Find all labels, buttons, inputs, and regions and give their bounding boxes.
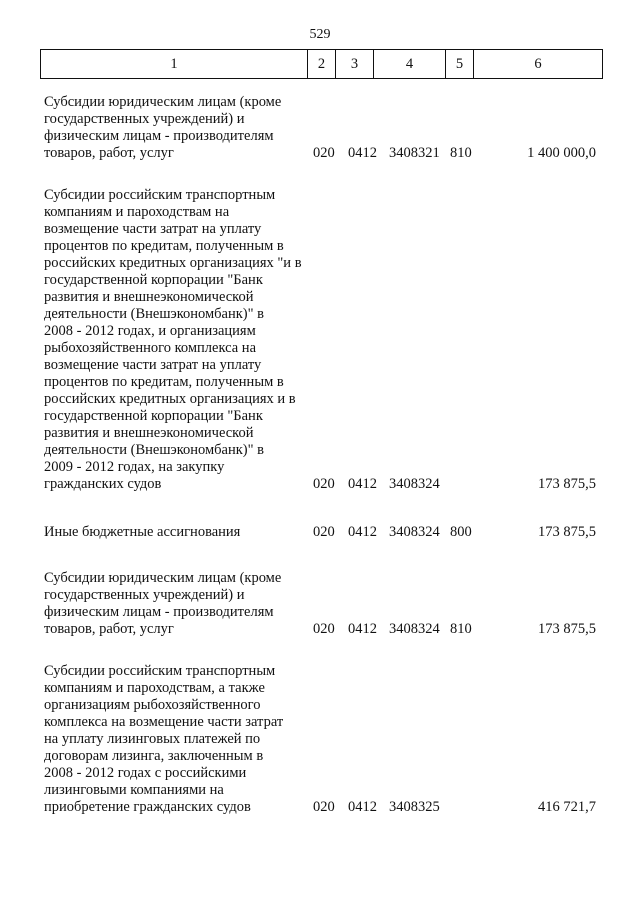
section-code: 0412 xyxy=(348,799,377,815)
row-codes xyxy=(0,145,640,162)
row-description: Субсидии юридическим лицам (кроме государственных учреждений) и физическим лицам - производителям товаров, работ, услуг xyxy=(44,570,282,637)
row-codes xyxy=(0,799,640,816)
section-code: 0412 xyxy=(348,476,377,492)
ministry-code: 020 xyxy=(313,145,335,161)
amount: 1 400 000,0 xyxy=(527,145,596,161)
target-code: 3408324 xyxy=(389,621,440,637)
column-header-6: 6 xyxy=(474,50,603,79)
page-number: 529 xyxy=(309,27,331,42)
section-code: 0412 xyxy=(348,524,377,540)
row-codes xyxy=(0,524,640,541)
ministry-code: 020 xyxy=(313,524,335,540)
amount: 416 721,7 xyxy=(538,799,596,815)
ministry-code: 020 xyxy=(313,621,335,637)
row-description: Субсидии российским транспортным компаниям и пароходствам на возмещение части затрат на уплату процентов по кредитам, полученным в российских кредитных организациях "и в государственной корпорации "Банк развития и внешнеэкономической деятельности (Внешэкономбанк)" в 2008 - 2012 годах, и организациям рыбохозяйственного комплекса на возмещение части затрат на уплату процентов по кредитам, полученным в российских кредитных организациях и в государственной корпорации "Банк развития и внешнеэкономической деятельности (Внешэкономбанк)" в 2009 - 2012 годах, на закупку гражданских судов xyxy=(44,187,302,492)
column-header-4: 4 xyxy=(374,50,446,79)
target-code: 3408321 xyxy=(389,145,440,161)
column-header-row xyxy=(40,49,603,79)
amount: 173 875,5 xyxy=(538,524,596,540)
target-code: 3408324 xyxy=(389,524,440,540)
row-codes xyxy=(0,476,640,493)
row-description: Субсидии юридическим лицам (кроме государственных учреждений) и физическим лицам - производителям товаров, работ, услуг xyxy=(44,94,282,161)
row-description: Субсидии российским транспортным компаниям и пароходствам, а также организациям рыбохозяйственного комплекса на возмещение части затрат на уплату лизинговых платежей по договорам лизинга, заключенным в 2008 - 2012 годах с российскими лизинговыми компаниями на приобретение гражданских судов xyxy=(44,663,284,815)
ministry-code: 020 xyxy=(313,476,335,492)
expense-type-code: 810 xyxy=(450,145,472,161)
section-code: 0412 xyxy=(348,145,377,161)
column-header-2: 2 xyxy=(308,50,336,79)
amount: 173 875,5 xyxy=(538,621,596,637)
expense-type-code: 800 xyxy=(450,524,472,540)
ministry-code: 020 xyxy=(313,799,335,815)
expense-type-code: 810 xyxy=(450,621,472,637)
column-header-1: 1 xyxy=(41,50,308,79)
section-code: 0412 xyxy=(348,621,377,637)
row-codes xyxy=(0,621,640,638)
column-header-3: 3 xyxy=(336,50,374,79)
row-description: Иные бюджетные ассигнования xyxy=(44,524,241,540)
amount: 173 875,5 xyxy=(538,476,596,492)
target-code: 3408324 xyxy=(389,476,440,492)
column-header-5: 5 xyxy=(446,50,474,79)
target-code: 3408325 xyxy=(389,799,440,815)
